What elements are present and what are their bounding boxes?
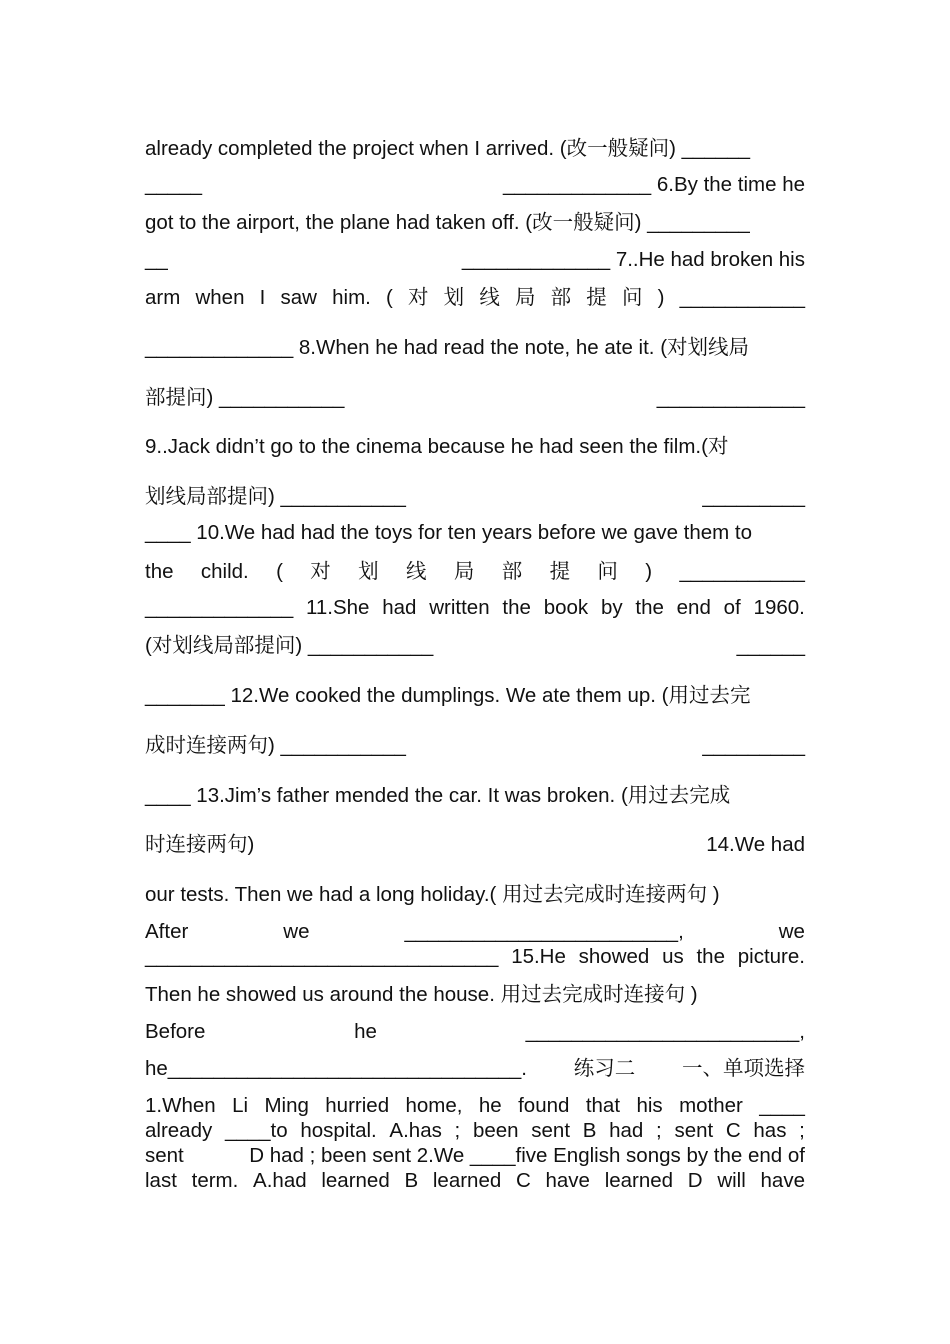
text-segment: ___________: [679, 286, 805, 309]
text-segment: 局: [453, 560, 475, 583]
line-26: [145, 1144, 805, 1168]
question-text: (对划线局部提问) ___________: [145, 634, 434, 657]
text-segment: last: [145, 1169, 177, 1192]
blank: _____________: [656, 386, 805, 409]
text-segment: 一、单项选择: [682, 1057, 805, 1080]
line-13: [145, 634, 805, 658]
line-7: [145, 386, 805, 410]
line-12: [145, 596, 805, 620]
text-segment: written: [429, 596, 490, 619]
text-segment: A.had: [253, 1169, 307, 1192]
text-segment: ;: [656, 1119, 662, 1142]
line-19: [145, 920, 805, 944]
text-segment: After: [145, 920, 189, 943]
text-segment: I: [259, 286, 266, 309]
text-segment: sent: [145, 1144, 184, 1167]
text-segment: _______________________________: [145, 945, 499, 968]
text-segment: 提: [549, 560, 571, 583]
text-segment: sent: [674, 1119, 714, 1142]
line-22: [145, 1020, 805, 1044]
text-segment: (: [386, 286, 393, 309]
text-segment: C: [725, 1119, 741, 1142]
blank: ______: [736, 634, 805, 657]
text-segment: 15.He: [511, 945, 566, 968]
text-segment: hospital.: [300, 1119, 377, 1142]
line-11: [145, 560, 805, 584]
text-segment: 问: [597, 560, 618, 583]
text-segment: C: [515, 1169, 531, 1192]
text-segment: ;: [799, 1119, 805, 1142]
text-segment: has: [753, 1119, 787, 1142]
line-27: [145, 1169, 805, 1193]
line-23: [145, 1057, 805, 1081]
line-6: _____________ 8.When he had read the note, he ate it. (对划线局: [145, 336, 750, 359]
line-9: [145, 485, 805, 509]
text-segment: B: [582, 1119, 597, 1142]
line-18: our tests. Then we had a long holiday.( 用过去完成时连接两句 ): [145, 883, 720, 906]
text-segment: we: [283, 920, 310, 943]
text-segment: 线: [405, 560, 427, 583]
text-segment: showed: [578, 945, 650, 968]
line-15: [145, 734, 805, 758]
line-24: [145, 1094, 805, 1118]
text-segment: 局: [514, 286, 536, 309]
text-segment: book: [543, 596, 589, 619]
text-segment: 对: [408, 286, 429, 309]
text-segment: Li: [232, 1094, 249, 1117]
text-segment: learned: [604, 1169, 674, 1192]
question-6-start: _____________ 6.By the time he: [502, 173, 805, 196]
text-segment: that: [585, 1094, 621, 1117]
blank: _____: [145, 173, 203, 196]
text-segment: the: [696, 945, 725, 968]
text-segment: D: [687, 1169, 703, 1192]
text-segment: _____________: [145, 596, 294, 619]
text-segment: ___________: [679, 560, 805, 583]
question-text: 划线局部提问) ___________: [145, 485, 406, 508]
line-5: [145, 286, 805, 310]
text-segment: us: [662, 945, 684, 968]
text-segment: of: [723, 596, 741, 619]
text-segment: ________________________,: [525, 1020, 805, 1043]
text-segment: home,: [405, 1094, 463, 1117]
question-text: 成时连接两句) ___________: [145, 734, 406, 757]
text-segment: had: [382, 596, 417, 619]
text-segment: sent: [531, 1119, 571, 1142]
blank: _________: [702, 734, 805, 757]
text-segment: 1.When: [145, 1094, 216, 1117]
text-segment: arm: [145, 286, 181, 309]
text-segment: he: [354, 1020, 377, 1043]
text-segment: (: [276, 560, 283, 583]
line-14: _______ 12.We cooked the dumplings. We ate them up. (用过去完: [145, 684, 751, 707]
text-segment: ;: [454, 1119, 461, 1142]
text-segment: Ming: [264, 1094, 309, 1117]
blank: __: [145, 248, 168, 271]
text-segment: hurried: [325, 1094, 390, 1117]
text-segment: the: [502, 596, 531, 619]
line-4: [145, 248, 805, 272]
text-segment: will: [717, 1169, 746, 1192]
text-segment: 练习二: [573, 1057, 636, 1080]
text-segment: 线: [479, 286, 500, 309]
text-segment: ): [645, 560, 653, 583]
line-1: already completed the project when I arrived. (改一般疑问) ______: [145, 137, 751, 160]
text-segment: D had ; been sent 2.We ____five English songs by the end of: [249, 1144, 805, 1167]
text-segment: term.: [191, 1169, 239, 1192]
question-text: 时连接两句): [145, 833, 255, 856]
line-20: [145, 945, 805, 969]
blank: _________: [702, 485, 805, 508]
text-segment: by: [600, 596, 623, 619]
text-segment: picture.: [737, 945, 805, 968]
text-segment: 问: [621, 286, 643, 309]
line-2: [145, 173, 805, 197]
text-segment: found: [518, 1094, 570, 1117]
text-segment: 划: [443, 286, 465, 309]
text-segment: child.: [200, 560, 249, 583]
text-segment: mother: [679, 1094, 743, 1117]
text-segment: ____to: [224, 1119, 288, 1142]
text-segment: we: [778, 920, 805, 943]
text-segment: ____: [759, 1094, 805, 1117]
question-14-start: 14.We had: [706, 833, 805, 856]
text-segment: 1960.: [753, 596, 805, 619]
text-segment: been: [472, 1119, 519, 1142]
line-10: ____ 10.We had had the toys for ten years before we gave them to: [145, 521, 753, 544]
text-segment: already: [145, 1119, 213, 1142]
text-segment: 对: [310, 560, 331, 583]
question-7-start: _____________ 7..He had broken his: [461, 248, 805, 271]
text-segment: ________________________,: [404, 920, 684, 943]
text-segment: when: [195, 286, 245, 309]
text-segment: A.has: [389, 1119, 442, 1142]
line-16: ____ 13.Jim’s father mended the car. It was broken. (用过去完成: [145, 784, 731, 807]
line-8: 9..Jack didn’t go to the cinema because he had seen the film.(对: [145, 435, 729, 458]
line-17: [145, 833, 805, 857]
text-segment: him.: [332, 286, 371, 309]
text-segment: 部: [550, 286, 572, 309]
text-segment: had: [609, 1119, 644, 1142]
question-text: 部提问) ___________: [145, 386, 345, 409]
text-segment: the: [635, 596, 664, 619]
line-25: [145, 1119, 805, 1143]
text-segment: 划: [358, 560, 379, 583]
line-21: Then he showed us around the house. 用过去完成时连接句 ): [145, 983, 698, 1006]
text-segment: learned: [432, 1169, 502, 1192]
text-segment: have: [760, 1169, 805, 1192]
line-3: got to the airport, the plane had taken off. (改一般疑问) _________: [145, 211, 750, 234]
text-segment: he_______________________________.: [145, 1057, 527, 1080]
text-segment: ): [657, 286, 665, 309]
text-segment: have: [545, 1169, 590, 1192]
text-segment: end: [676, 596, 711, 619]
text-segment: Before: [145, 1020, 206, 1043]
text-segment: 提: [586, 286, 607, 309]
text-segment: saw: [280, 286, 317, 309]
text-segment: he: [478, 1094, 502, 1117]
text-segment: his: [636, 1094, 663, 1117]
text-segment: learned: [321, 1169, 390, 1192]
text-segment: 11.She: [306, 596, 370, 619]
text-segment: 部: [501, 560, 523, 583]
text-segment: B: [404, 1169, 419, 1192]
text-segment: the: [145, 560, 174, 583]
